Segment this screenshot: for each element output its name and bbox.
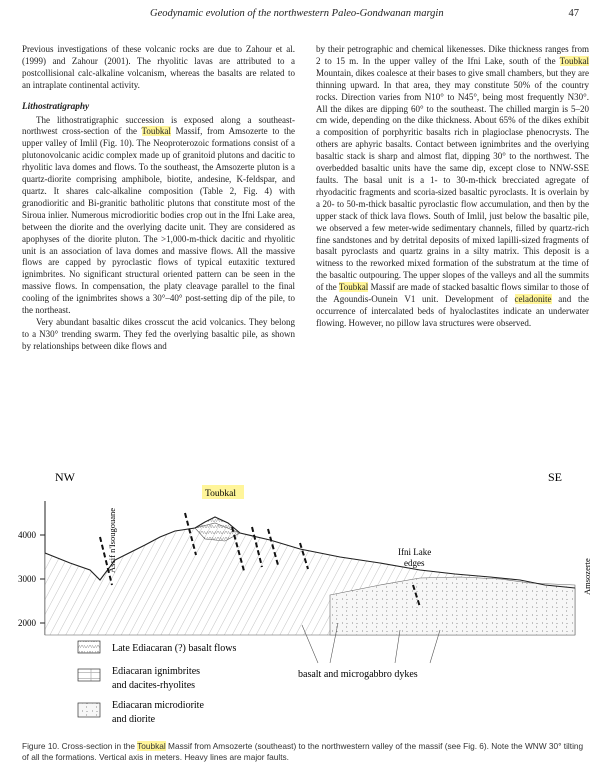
text-run: Mountain, dikes coalesce at their bases to give small chambers, but they are thinning upward. In that area, they may constitute 50% of the country rocks. Direction varies from N10° to N45°, being most frequently N30°. All the dikes are dipping 60° to the southeast. The chilled margin is 5–20 cm wide, depending on the dike thickness. About 65% of the dikes exhibit a composition of porphyritic basalts rich in plagioclase phenocrysts. The others are aphyric basalts. Contact between ignimbrites and the overlying basaltic stack is sharp and almost flat, dipping 30° to the northwest. The overbedded basaltic units have the same dip, except close to NNW-SSE faults. The basal unit is a 1- to 30-m-thick brecciated agregate of rhyodacitic fragments and scoria-sized basaltic pyroclasts. It is overlain by a 20- to 50-m-thick basaltic pyroclastic flow accumulation, and then by the upper stack of thick lava flows. South of Imlil, just below the basaltic pile, we observed a few meter-wide sedimentary channels, filled by quartz-rich fine sandstones and by detrital deposits of mixed lapilli-sized fragments of basalt pyroclasts and quartz grains in a silty matrix. This deposit is a witness to the reworked mixed formation of the substratum at the time of the basaltic outpouring. The upper slopes of the valleys and all the summits of the xyxy=(316,67,589,293)
text-run: by their petrographic and chemical likenesses. Dike thickness ranges from 2 to 15 m. In the upper valley of the Ifni Lake, south of the xyxy=(316,44,589,66)
peak-label: Toubkal xyxy=(205,489,236,499)
legend-swatch-basalt xyxy=(78,641,100,653)
page-number: 47 xyxy=(568,8,579,19)
text-run: Massif are made of stacked basaltic flows similar to those of the Agoundis-Ounein V1 unit. Development of xyxy=(316,282,589,305)
legend-swatch-diorite xyxy=(78,703,100,717)
highlight-toubkal: Toubkal xyxy=(141,126,171,137)
figure-caption xyxy=(22,741,587,762)
tick-label-3000: 3000 xyxy=(18,574,36,584)
paragraph-basaltic-dikes: Very abundant basaltic dikes crosscut the acid volcanics. They belong to a N30° trending swarm. They fed the overlying basaltic pile, as shown by relationships between dike flows and xyxy=(22,316,295,351)
text-run: Massif from Amsozerte (southeast) to the northwestern valley of the massif (see Fig. 6). Note the WNW 30° tilting of all the formations. Vertical axis in meters. Heavy lines are major faults. xyxy=(22,741,584,762)
tick-label-2000: 2000 xyxy=(18,618,36,628)
paragraph-lithostratigraphy xyxy=(22,115,295,317)
paragraph-previous-investigations: Previous investigations of these volcanic rocks are due to Zahour et al. (1999) and Zahour (2001). The rhyolitic lavas are attributed to a postcollisional calc-alkaline volcanism, whereas the basalts are related to an intraplate continental activity. xyxy=(22,44,295,90)
legend-basalt-label: Late Ediacaran (?) basalt flows xyxy=(112,643,237,654)
paragraph-dikes-continued xyxy=(316,44,589,330)
highlight-toubkal: Toubkal xyxy=(137,741,166,751)
cross-section-diagram xyxy=(0,445,603,737)
section-heading-lithostratigraphy: Lithostratigraphy xyxy=(22,101,90,112)
page-header xyxy=(0,8,603,24)
se-label: SE xyxy=(548,470,563,484)
highlight-celadonite: celadonite xyxy=(514,294,552,305)
text-run: Figure 10. Cross-section in the xyxy=(22,741,138,751)
legend-swatch-ignimbrites xyxy=(78,669,100,681)
right-column xyxy=(316,44,589,330)
amsozerte-label: Amsozerte xyxy=(582,558,592,595)
text-run: and the occurrence of intercalated beds of hyaloclastites indicate an underwater flowing. However, no pillow lava structures were observed. xyxy=(316,294,589,328)
dykes-label: basalt and microgabbro dykes xyxy=(298,669,418,680)
lake-label-line2: edges xyxy=(404,558,425,568)
text-run: The lithostratigraphic succession is exposed along a southeast-northwest cross-section of the xyxy=(22,114,295,137)
lake-label-line1: Ifni Lake xyxy=(398,547,432,557)
nw-label: NW xyxy=(55,470,75,484)
running-title: Geodynamic evolution of the northwestern Paleo-Gondwanan margin xyxy=(150,8,444,19)
text-run: Massif, from Amsozerte to the upper valley of Imlil (Fig. 10). The Neoproterozoic formations consist of a plutonovolcanic acidic complex made up of granitoid plutons and dacitic to rhyolitic lava domes and flows. To the southeast, the Amsozerte pluton is a quartz-diorite comprising amphibole, biotite, andesine, K-feldspar, and quartz. It shares calc-alkaline composition (Table 2, Fig. 4) with granodioritic and Bi-granitic batholitic plutons that constitute most of the Siroua inlier. Numerous microdioritic bodies crop out in the Ifni Lake area, between the diorite and the overlying dacite unit. They are considered as apophyses of the diorite pluton. The >1,000-m-thick dacitic and rhyolitic unit is an association of lava domes and massive flows. All the massive flows are capped by pyroclastic flows of typical eutaxitic textured ignimbrites. No significant structural oriented pattern can be seen in the massive flows. In compensation, the platy cleavage parallel to the final cooling of the ignimbrites shows a 30°–40° post-setting dip of the pile, to the northeast. xyxy=(22,126,295,316)
highlight-toubkal: Toubkal xyxy=(338,282,369,293)
highlight-toubkal: Toubkal xyxy=(559,55,589,66)
legend-diorite-line2: and diorite xyxy=(112,714,156,725)
valley-label: Assif n'Isougouane xyxy=(107,507,117,573)
legend-ignimbrites-line1: Ediacaran ignimbrites xyxy=(112,666,201,677)
legend-ignimbrites-line2: and dacites-rhyolites xyxy=(112,680,196,691)
legend-diorite-line1: Ediacaran microdiorite xyxy=(112,700,204,711)
left-column xyxy=(22,44,295,353)
figure-cross-section xyxy=(0,445,603,735)
tick-label-4000: 4000 xyxy=(18,530,36,540)
